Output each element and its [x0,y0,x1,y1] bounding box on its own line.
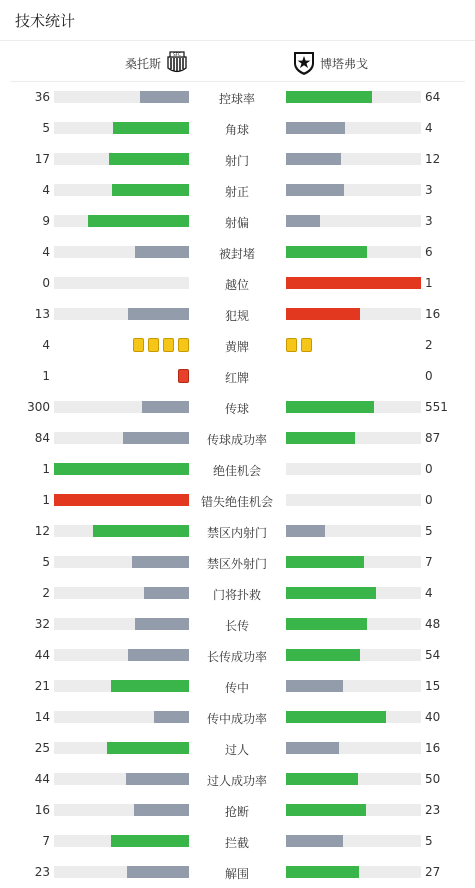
home-stat-bar-fill [132,556,189,568]
away-stat-bar-track [286,835,421,847]
home-stat-value: 7 [42,834,50,848]
stat-label: 过人成功率 [206,774,267,788]
stat-label: 角球 [224,123,249,137]
stat-label: 过人 [224,743,249,757]
stat-label: 错失绝佳机会 [200,495,273,509]
stat-row [0,702,475,733]
away-stat-bar-fill [286,153,341,165]
stat-row [0,113,475,144]
away-stat-value: 40 [425,710,441,724]
yellow-card-icon [286,338,297,352]
home-stat-value: 32 [34,617,50,631]
away-stat-bar-fill [286,649,360,661]
away-stat-value: 0 [425,462,433,476]
home-stat-bar-fill [127,866,189,878]
away-stat-bar-fill [286,556,364,568]
away-stat-value: 0 [425,493,433,507]
stat-row [0,82,475,113]
home-stat-bar-track [54,122,189,134]
stat-label: 长传 [224,619,249,633]
away-stat-bar-track [286,649,421,661]
home-team-name: 桑托斯 [124,56,161,71]
away-stat-bar-fill [286,618,367,630]
home-stat-bar-fill [142,401,189,413]
away-stat-bar-track [286,122,421,134]
stat-row [0,764,475,795]
away-stat-value: 4 [425,586,433,600]
away-stat-bar-fill [286,773,358,785]
home-stat-value: 4 [42,245,50,259]
home-stat-bar-fill [128,308,189,320]
home-stat-bar-track [54,246,189,258]
stat-row [0,857,475,888]
stat-row [0,237,475,268]
stat-label: 控球率 [218,92,255,106]
away-stat-bar-track [286,618,421,630]
away-stat-bar-fill [286,587,376,599]
home-stat-bar-track [54,742,189,754]
stat-label: 解围 [224,867,249,881]
away-stat-bar-fill [286,401,374,413]
home-stat-bar-fill [107,742,189,754]
away-stat-value: 7 [425,555,433,569]
away-stat-value: 87 [425,431,441,445]
home-stat-value: 1 [42,369,50,383]
home-stat-bar-track [54,401,189,413]
home-stat-value: 14 [34,710,50,724]
stat-row [0,578,475,609]
stat-row [0,299,475,330]
stat-label: 传球 [224,402,249,416]
away-stat-bar-track [286,711,421,723]
stat-label: 门将扑救 [212,588,261,602]
home-stat-value: 1 [42,462,50,476]
away-stat-bar-track [286,742,421,754]
away-team[interactable] [292,50,368,76]
away-stat-value: 12 [425,152,441,166]
home-stat-value: 5 [42,555,50,569]
away-stat-value: 1 [425,276,433,290]
home-stat-bar-fill [140,91,189,103]
home-stat-bar-track [54,587,189,599]
home-stat-bar-fill [123,432,189,444]
stat-row [0,175,475,206]
away-stat-bar-fill [286,246,367,258]
away-stat-bar-fill [286,680,343,692]
home-stat-bar-track [54,308,189,320]
home-stat-value: 300 [27,400,50,414]
away-stat-value: 23 [425,803,441,817]
stat-row [0,206,475,237]
home-stat-bar-track [54,804,189,816]
stat-label: 抢断 [224,805,249,819]
away-stat-value: 16 [425,741,441,755]
away-stat-bar-track [286,587,421,599]
home-stat-bar-fill [93,525,189,537]
stat-label: 传中 [224,681,249,695]
away-stat-value: 16 [425,307,441,321]
away-stat-bar-track [286,866,421,878]
stat-row [0,609,475,640]
stat-label: 红牌 [224,371,249,385]
stat-label: 长传成功率 [206,650,267,664]
home-stat-bar-track [54,773,189,785]
home-stat-bar-fill [126,773,189,785]
home-stat-bar-track [54,432,189,444]
home-stat-bar-fill [111,835,189,847]
away-stat-bar-fill [286,308,360,320]
away-stat-bar-fill [286,525,325,537]
stat-row [0,547,475,578]
away-stat-bar-track [286,804,421,816]
home-stat-bar-track [54,463,189,475]
away-stat-value: 4 [425,121,433,135]
home-stat-value: 4 [42,183,50,197]
away-stat-value: 15 [425,679,441,693]
santos-crest-icon [165,51,189,75]
stat-label: 拦截 [224,836,249,850]
away-stat-value: 27 [425,865,441,879]
home-stat-bar-track [54,556,189,568]
home-stat-value: 4 [42,338,50,352]
stat-row [0,485,475,516]
away-stat-bar-fill [286,432,355,444]
stat-row [0,361,475,392]
home-stat-bar-track [54,866,189,878]
away-stat-value: 6 [425,245,433,259]
home-stat-bar-fill [135,246,189,258]
botafogo-star-crest-icon [292,50,316,76]
home-stat-value: 0 [42,276,50,290]
away-stat-bar-track [286,432,421,444]
stat-label: 传球成功率 [206,433,267,447]
home-stat-value: 36 [34,90,50,104]
home-stat-bar-track [54,184,189,196]
home-yellow-cards [133,338,189,352]
away-stat-bar-fill [286,866,359,878]
away-stat-bar-track [286,494,421,506]
home-stat-bar-track [54,153,189,165]
yellow-card-icon [178,338,189,352]
away-stat-bar-track [286,773,421,785]
away-stat-value: 2 [425,338,433,352]
away-stat-bar-track [286,184,421,196]
away-stat-bar-track [286,277,421,289]
home-stat-bar-track [54,91,189,103]
home-stat-value: 12 [34,524,50,538]
home-stat-bar-track [54,277,189,289]
away-stat-bar-track [286,556,421,568]
yellow-card-icon [163,338,174,352]
home-stat-bar-track [54,680,189,692]
stat-row [0,795,475,826]
yellow-card-icon [133,338,144,352]
away-stat-bar-track [286,463,421,475]
away-yellow-cards [286,338,312,352]
away-stat-bar-fill [286,215,320,227]
stat-label: 被封堵 [218,247,255,261]
home-stat-bar-fill [144,587,189,599]
stat-row [0,268,475,299]
stat-row [0,733,475,764]
away-stat-value: 5 [425,834,433,848]
home-stat-value: 16 [34,803,50,817]
stat-label: 黄牌 [224,340,249,354]
away-stat-value: 551 [425,400,448,414]
stat-label: 越位 [224,278,249,292]
home-stat-value: 13 [34,307,50,321]
away-stat-bar-track [286,246,421,258]
home-stat-value: 23 [34,865,50,879]
stat-label: 禁区内射门 [206,526,267,540]
home-stat-value: 44 [34,772,50,786]
away-stat-value: 50 [425,772,441,786]
stat-row [0,423,475,454]
home-stat-value: 2 [42,586,50,600]
stat-label: 绝佳机会 [212,464,261,478]
away-stat-bar-fill [286,835,343,847]
svg-text:SFC: SFC [173,52,181,57]
home-stat-value: 17 [34,152,50,166]
stat-row [0,454,475,485]
home-stat-value: 9 [42,214,50,228]
stat-label: 犯规 [224,309,249,323]
home-stat-bar-fill [135,618,189,630]
away-stat-bar-fill [286,711,386,723]
away-stat-bar-track [286,525,421,537]
home-stat-bar-fill [113,122,189,134]
stat-row [0,640,475,671]
header [0,0,475,41]
page-title: 技术统计 [15,12,76,30]
away-stat-value: 0 [425,369,433,383]
home-stat-value: 44 [34,648,50,662]
away-stat-bar-track [286,91,421,103]
home-stat-value: 5 [42,121,50,135]
home-stat-bar-fill [112,184,189,196]
away-stat-bar-track [286,401,421,413]
home-stat-bar-track [54,649,189,661]
home-stat-value: 84 [34,431,50,445]
away-team-name: 博塔弗戈 [320,56,369,71]
stat-row [0,392,475,423]
away-stat-bar-track [286,215,421,227]
away-stat-bar-track [286,308,421,320]
away-stat-value: 48 [425,617,441,631]
teams-header [10,41,465,82]
stat-label: 射门 [224,154,249,168]
home-stat-bar-fill [54,494,189,506]
home-stat-bar-fill [109,153,189,165]
home-stat-value: 25 [34,741,50,755]
stat-label: 传中成功率 [206,712,267,726]
away-stat-value: 3 [425,183,433,197]
away-stat-bar-track [286,153,421,165]
home-stat-value: 1 [42,493,50,507]
away-stat-bar-fill [286,277,421,289]
home-stat-bar-fill [111,680,189,692]
home-stat-bar-fill [134,804,189,816]
away-stat-bar-track [286,680,421,692]
stat-row [0,330,475,361]
stat-row [0,671,475,702]
yellow-card-icon [148,338,159,352]
away-stat-bar-fill [286,742,339,754]
stat-row [0,826,475,857]
stats-list [0,82,475,888]
stat-row [0,144,475,175]
stat-row [0,516,475,547]
stat-label: 射正 [224,185,249,199]
home-stat-bar-track [54,215,189,227]
away-stat-value: 3 [425,214,433,228]
home-stat-bar-track [54,525,189,537]
away-stat-bar-fill [286,184,344,196]
red-card-icon [178,369,189,383]
home-stat-bar-fill [154,711,189,723]
home-stat-bar-track [54,618,189,630]
home-stat-bar-fill [54,463,189,475]
home-stat-bar-track [54,835,189,847]
home-stat-bar-track [54,494,189,506]
away-stat-bar-fill [286,122,345,134]
stat-label: 射偏 [224,216,249,230]
home-team[interactable] [125,51,189,75]
stat-label: 禁区外射门 [206,557,267,571]
home-stat-bar-track [54,711,189,723]
home-stat-value: 21 [34,679,50,693]
home-stat-bar-fill [88,215,189,227]
home-stat-bar-fill [128,649,189,661]
away-stat-value: 5 [425,524,433,538]
away-stat-value: 64 [425,90,441,104]
home-red-cards [178,369,189,383]
away-stat-bar-fill [286,804,366,816]
away-stat-value: 54 [425,648,441,662]
away-stat-bar-fill [286,91,372,103]
yellow-card-icon [301,338,312,352]
